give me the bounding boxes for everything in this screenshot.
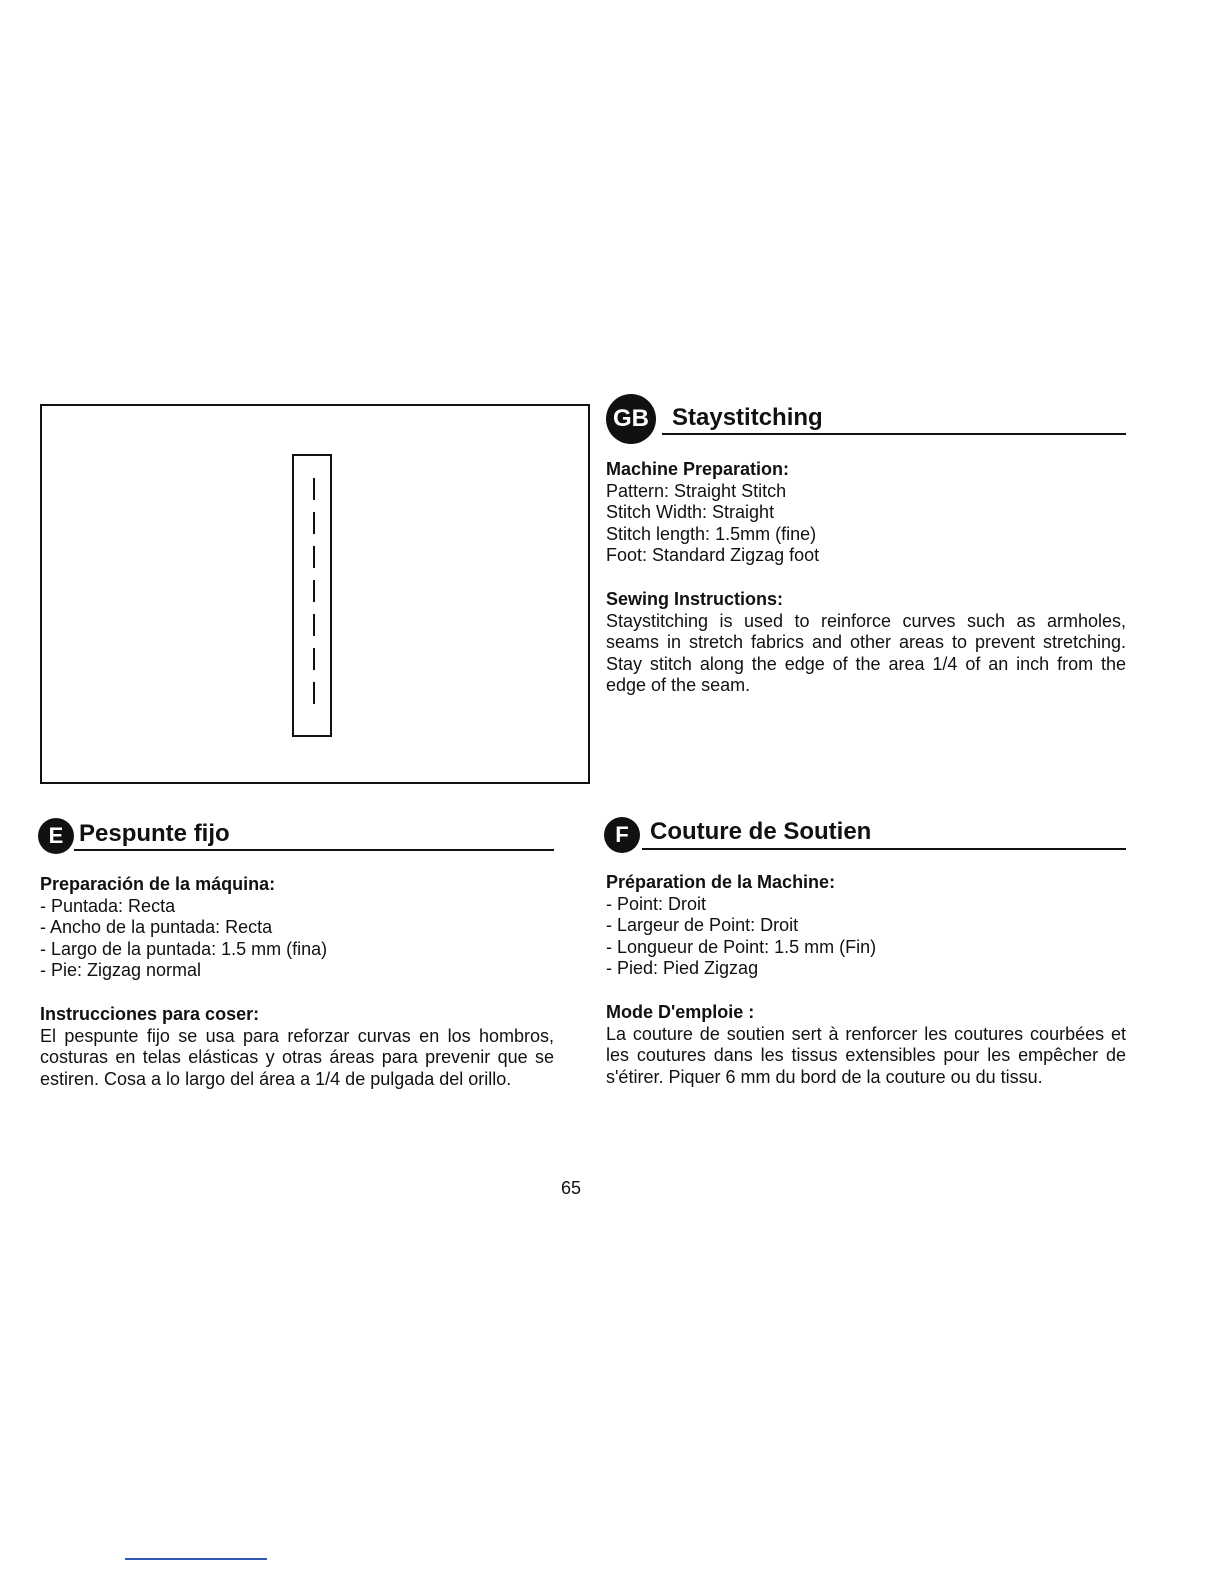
prep-item: - Point: Droit bbox=[606, 893, 707, 914]
section-header-e bbox=[38, 818, 554, 866]
footer-link-underline[interactable] bbox=[125, 1558, 267, 1560]
instructions-text: Staystitching is used to reinforce curves such as armholes, seams in stretch fabrics and other areas to prevent stretching. Stay stitch along the edge of the area 1/4 of an inch from the edge of the seam. bbox=[606, 610, 1126, 696]
prep-item: - Puntada: Recta bbox=[40, 895, 176, 916]
section-title: Couture de Soutien bbox=[650, 818, 872, 845]
language-badge-e: E bbox=[38, 818, 74, 854]
instructions-label: Sewing Instructions: bbox=[606, 588, 784, 609]
title-rule bbox=[662, 433, 1126, 435]
prep-item: - Pie: Zigzag normal bbox=[40, 960, 202, 981]
stitch-mark bbox=[313, 682, 315, 704]
stitch-mark bbox=[313, 648, 315, 670]
prep-item: - Pied: Pied Zigzag bbox=[606, 958, 759, 979]
instructions-text: La couture de soutien sert à renforcer les coutures courbées et les coutures dans les tissus extensibles pour les empêcher de s'étirer. Piquer 6 mm du bord de la couture ou du tissu. bbox=[606, 1023, 1126, 1087]
section-body-e bbox=[40, 874, 554, 1090]
section-title: Staystitching bbox=[672, 404, 823, 431]
instructions-label: Mode D'emploie : bbox=[606, 1001, 755, 1022]
stitch-mark bbox=[313, 580, 315, 602]
prep-item: - Ancho de la puntada: Recta bbox=[40, 917, 273, 938]
stitch-mark bbox=[313, 614, 315, 636]
title-rule bbox=[74, 849, 554, 851]
prep-label: Machine Preparation: bbox=[606, 459, 790, 479]
prep-item: Foot: Standard Zigzag foot bbox=[606, 545, 820, 566]
section-header-gb bbox=[606, 400, 1126, 448]
prep-item: Stitch length: 1.5mm (fine) bbox=[606, 523, 817, 544]
section-header-f bbox=[604, 817, 1126, 865]
prep-label: Preparación de la máquina: bbox=[40, 874, 276, 894]
instructions-label: Instrucciones para coser: bbox=[40, 1003, 260, 1024]
stitch-mark bbox=[313, 512, 315, 534]
prep-item: - Longueur de Point: 1.5 mm (Fin) bbox=[606, 936, 877, 957]
page-number: 65 bbox=[560, 1178, 582, 1198]
title-rule bbox=[642, 848, 1126, 850]
stitch-mark bbox=[313, 478, 315, 500]
section-body-gb bbox=[606, 459, 1126, 697]
prep-item: - Largo de la puntada: 1.5 mm (fina) bbox=[40, 938, 328, 959]
stitch-mark bbox=[313, 546, 315, 568]
seam-strip bbox=[292, 454, 332, 737]
prep-item: Stitch Width: Straight bbox=[606, 502, 775, 523]
language-badge-f: F bbox=[604, 817, 640, 853]
language-badge-gb: GB bbox=[606, 394, 656, 444]
section-body-f bbox=[606, 872, 1126, 1088]
instructions-text: El pespunte fijo se usa para reforzar curvas en los hombros, costuras en telas elásticas y otras áreas para prevenir que se estiren. Cosa a lo largo del área a 1/4 de pulgada del orillo. bbox=[40, 1025, 554, 1089]
prep-item: Pattern: Straight Stitch bbox=[606, 480, 787, 501]
section-title: Pespunte fijo bbox=[79, 820, 230, 847]
prep-label: Préparation de la Machine: bbox=[606, 872, 836, 892]
prep-item: - Largeur de Point: Droit bbox=[606, 915, 799, 936]
